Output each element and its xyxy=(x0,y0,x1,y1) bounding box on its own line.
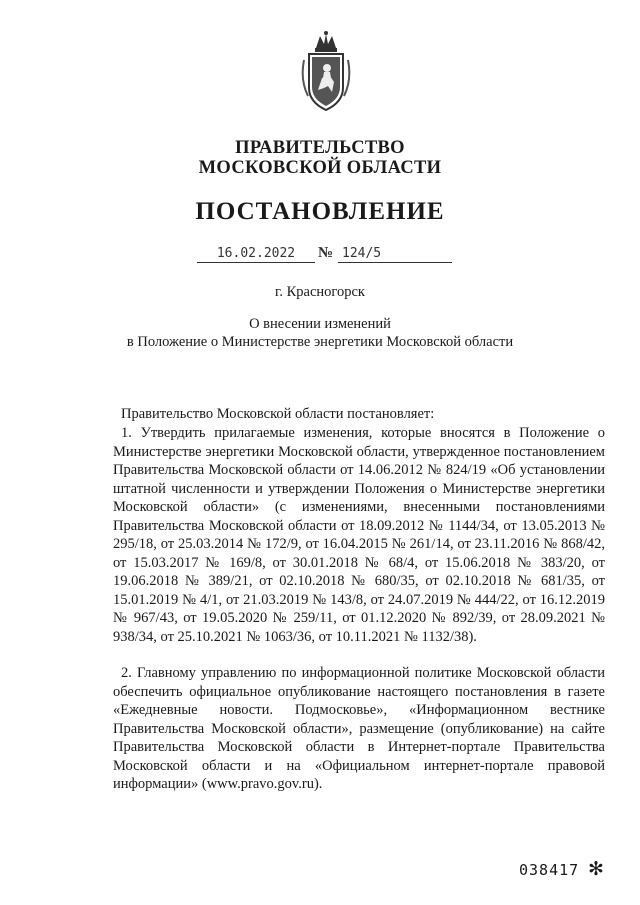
paragraph-2: 2. Главному управлению по информационной политике Московской области обеспечить официальное опубликование настоящего постановления в газете «Ежедневные новости. Подмосковье», «Информационном вестнике Правительства Московской области», размещение (опубликование) на сайте Правительства Московской области в Интернет-портале Правительства Московской области и на «Официальном интернет-портале правовой информации» (www.pravo.gov.ru). xyxy=(113,665,605,792)
intro-paragraph: Правительство Московской области постановляет: xyxy=(121,406,435,422)
number-sign: № xyxy=(318,245,334,261)
moscow-oblast-coat-of-arms-icon xyxy=(300,30,352,114)
document-number: 124/5 xyxy=(338,246,452,263)
paragraph-1: 1. Утвердить прилагаемые изменения, которые вносятся в Положение о Министерстве энергетики Московской области, утвержденное постановлением Правительства Московской области от 14.06.2012 № 824/19 «Об установлении штатной численности и утверждении Положения о Министерстве энергетики Московской области» (с изменениями, внесенными постановлениями Правительства Московской области от 18.09.2012 № 1144/34, от 13.05.2013 № 295/18, от 25.03.2014 № 172/9, от 16.04.2015 № 261/14, от 23.11.2016 № 868/42, от 15.03.2017 № 169/8, от 30.01.2018 № 68/4, от 15.06.2018 № 383/20, от 19.06.2018 № 389/21, от 02.10.2018 № 680/35, от 02.10.2018 № 681/35, от 15.01.2019 № 4/1, от 21.03.2019 № 143/8, от 24.07.2019 № 444/22, от 16.12.2019 № 967/43, от 19.05.2020 № 259/11, от 01.12.2020 № 892/39, от 28.09.2021 № 938/34, от 25.10.2021 № 1063/36, от 10.11.2021 № 1132/38). xyxy=(113,425,605,645)
serial-number: 038417 xyxy=(519,861,580,879)
document-type-title: ПОСТАНОВЛЕНИЕ xyxy=(195,198,445,225)
place-of-issue: г. Красногорск xyxy=(275,284,365,300)
government-title-line1: ПРАВИТЕЛЬСТВО xyxy=(235,138,405,158)
subject-line2: в Положение о Министерстве энергетики Московской области xyxy=(126,334,514,350)
star-icon: ✻ xyxy=(588,859,604,880)
subject-line1: О внесении изменений xyxy=(249,316,391,332)
government-title-line2: МОСКОВСКОЙ ОБЛАСТИ xyxy=(198,158,442,178)
document-date: 16.02.2022 xyxy=(197,246,315,263)
